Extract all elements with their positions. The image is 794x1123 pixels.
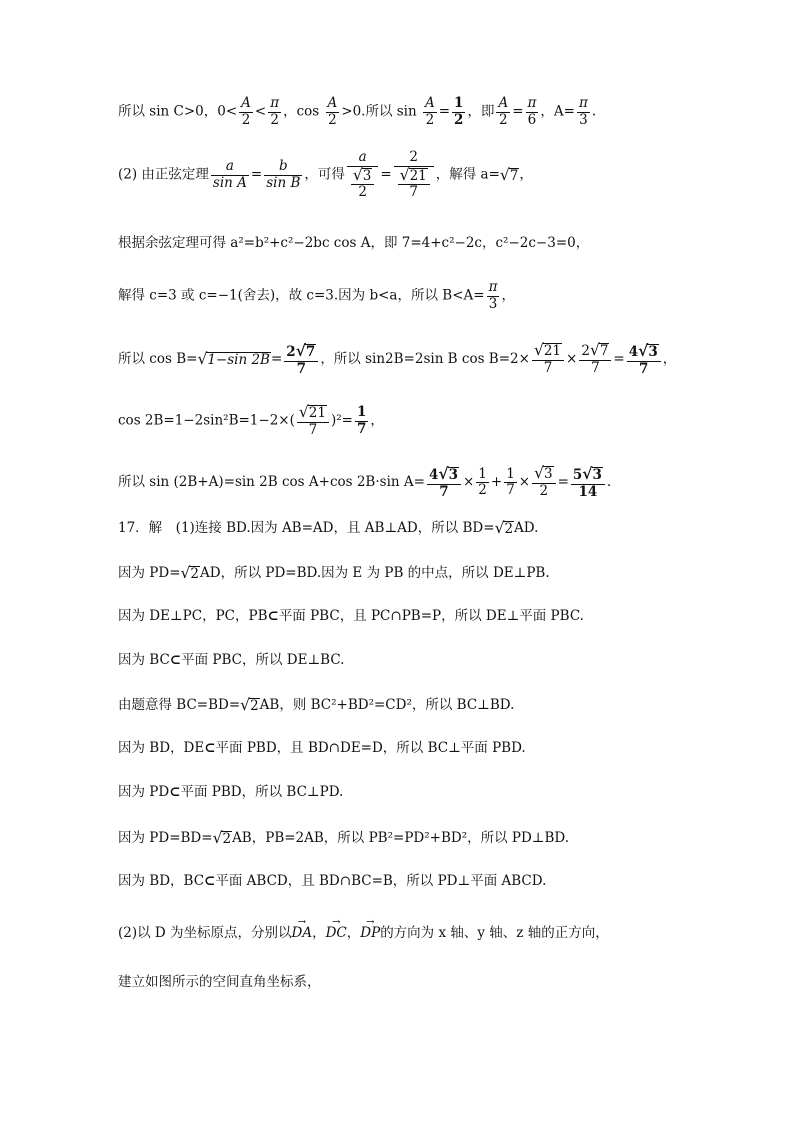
text: 因为 PD= [118,565,181,582]
text: 因为 BD，BC [118,873,205,889]
solution-line-10 [118,610,584,624]
text: 平面 PBD，所以 BC⊥PD. [180,784,344,800]
text: 平面 PBC，所以 DE⊥BC. [181,652,345,668]
text: 建立如图所示的空间直角坐标系， [118,974,321,990]
text: ， [370,412,384,429]
vector-DA: → DA [292,927,313,941]
text: 因为 PD=BD= [118,830,213,847]
text: 所以 sin (2B+A)=sin 2B cos A+cos 2B·sin A= [118,473,425,490]
text: 由题意得 BC=BD= [118,697,241,714]
solution-line-13 [118,742,526,756]
text: AD. [514,520,539,537]
subset-symbol: ⊂ [204,740,216,756]
fraction-a-over-sqrt3-2: $\frac{a}{\frac{√3}{2}}$ [347,150,378,201]
text: cos 2B=1−2sin²B=1−2×( [118,412,295,429]
fraction-2-over-sqrt21-7: $\frac{2}{\frac{√21}{7}}$ [394,150,434,201]
text: ， [312,925,326,941]
text: × [566,350,578,367]
sqrt-7: √7 [499,165,519,184]
sqrt-1-minus-sin2B: √1−sin 2B [197,349,270,368]
text: 平面 ABCD，且 BD∩BC=B，所以 PD⊥平面 ABCD. [215,873,547,889]
text: 平面 PBC，且 PC∩PB=P，所以 DE⊥平面 PBC. [278,608,584,624]
text: + [490,473,503,490]
solution-line-12 [118,698,514,714]
text: AB，则 BC²+BD²=CD²，所以 BC⊥BD. [259,697,515,714]
fraction-pi-over-3: $\frac{\pi}{3}$ [578,95,588,128]
text: >0.所以 sin [341,103,421,120]
text: 因为 BD，DE [118,740,205,756]
text: ，A= [540,103,575,120]
solution-line-4 [118,280,515,312]
text: × [462,473,475,490]
text: 平面 PBD，且 BD∩DE=D，所以 BC⊥平面 PBD. [215,740,526,756]
text: AD，所以 PD=BD.因为 E 为 PB 的中点，所以 DE⊥PB. [200,565,550,582]
text: AB，PB=2AB，所以 PB²=PD²+BD²，所以 PD⊥BD. [232,830,570,847]
text: ，可得 [304,166,345,183]
text: 所以 sin C>0，0< [118,103,238,120]
fraction-A-over-2: $\frac{A}{2}$ [327,95,338,128]
fraction-pi-over-2: $\frac{\pi}{2}$ [270,95,280,128]
solution-line-7 [118,465,611,500]
fraction-A-over-2: $\frac{A}{2}$ [424,95,435,128]
fraction-sqrt21-over-7: $\frac{√21}{7}$ [532,342,564,376]
text: ， [662,350,677,367]
subset-symbol: ⊂ [267,608,279,624]
fraction-a-over-sinA: $\frac{a}{\text{sin A}}$ [212,158,247,191]
text: . [591,103,597,120]
solution-line-6 [118,404,384,438]
fraction-2sqrt7-over-7: $\frac{2√7}{7}$ [284,342,318,377]
subset-symbol: ⊂ [169,784,181,800]
solution-line-15 [118,831,569,847]
text: )²= [330,412,353,429]
solution-line-17 [118,927,609,941]
text: = [613,350,625,367]
fraction-1-over-2: $\frac{1}{2}$ [454,95,464,128]
solution-line-16 [118,875,546,889]
fraction-4sqrt3-over-7: $\frac{4√3}{7}$ [427,465,461,500]
sqrt-2: √2 [494,519,514,537]
fraction-sqrt3-over-2: $\frac{√3}{2}$ [532,465,555,499]
text: = [438,103,451,120]
fraction-pi-over-6: $\frac{\pi}{6}$ [527,95,537,128]
solution-line-14 [118,786,343,800]
solution-line-3 [118,237,589,251]
fraction-1-over-7: $\frac{1}{7}$ [506,465,515,499]
text: 的方向为 x 轴、y 轴、z 轴的正方向， [380,925,609,941]
fraction-sqrt21-over-7: $\frac{√21}{7}$ [297,404,329,438]
solution-line-11 [118,654,344,668]
text: ，cos [283,103,324,120]
text: ， [346,925,361,941]
fraction-b-over-sinB: $\frac{b}{\text{sin B}}$ [266,158,301,191]
text: ，解得 a= [435,166,500,183]
text: (2) 由正弦定理 [118,166,209,183]
subset-symbol: ⊂ [169,652,182,668]
solution-line-9 [118,566,550,582]
fraction-2sqrt7-over-7: $\frac{2√7}{7}$ [579,342,611,376]
text: 因为 PD [118,784,170,800]
vector-DC: → DC [326,927,347,941]
text: = [250,166,263,183]
solution-line-2: (2) 由正弦定理 $\frac{a}{\text{sin A}}$ = $\frac{b}{\text{sin B}}$ ，可得 $\frac{a}{\frac{√3}{2}}$ = $\frac{2}{\frac{√21}{7}}$ ，解得 a=√7， [118,149,533,201]
text: 解得 c=3 或 c=−1(舍去)，故 c=3.因为 b<a，所以 B<A= [118,287,485,304]
text: 根据余弦定理可得 a²=b²+c²−2bc cos A，即 7=4+c²−2c，c²−2c−3=0， [118,235,590,251]
text: . [606,473,612,490]
text: 因为 BC [118,652,170,668]
text: = [557,473,569,490]
text: (2)以 D 为坐标原点，分别以 [118,925,292,941]
text: × [518,473,531,490]
text: < [254,103,267,120]
fraction-A-over-2: $\frac{A}{2}$ [241,95,251,128]
fraction-A-over-2: $\frac{A}{2}$ [498,95,509,128]
vector-DP: → DP [360,927,380,941]
fraction-1-over-7: $\frac{1}{7}$ [356,404,367,437]
solution-line-8 [118,521,538,537]
sqrt-2: √2 [212,829,232,847]
text: 17．解 (1)连接 BD.因为 AB=AD，且 AB⊥AD，所以 BD= [118,520,495,537]
solution-line-18 [118,976,321,990]
text: = [512,103,524,120]
sqrt-2: √2 [180,564,199,582]
sqrt-2: √2 [240,696,259,714]
text: = [380,166,392,183]
text: 所以 cos B= [118,350,198,367]
fraction-pi-over-3: $\frac{\pi}{3}$ [488,279,498,312]
text: ， [501,287,515,304]
subset-symbol: ⊂ [204,873,216,889]
text: 因为 DE⊥PC，PC，PB [118,608,268,624]
solution-line-1 [118,96,596,128]
fraction-1-over-2: $\frac{1}{2}$ [478,465,487,499]
fraction-4sqrt3-over-7: $\frac{4√3}{7}$ [627,342,661,377]
solution-line-5 [118,342,676,377]
text: ，即 [467,103,495,120]
text: = [270,350,283,367]
text: ，所以 sin2B=2sin B cos B=2× [320,350,530,367]
fraction-5sqrt3-over-14: $\frac{5√3}{14}$ [571,465,605,500]
